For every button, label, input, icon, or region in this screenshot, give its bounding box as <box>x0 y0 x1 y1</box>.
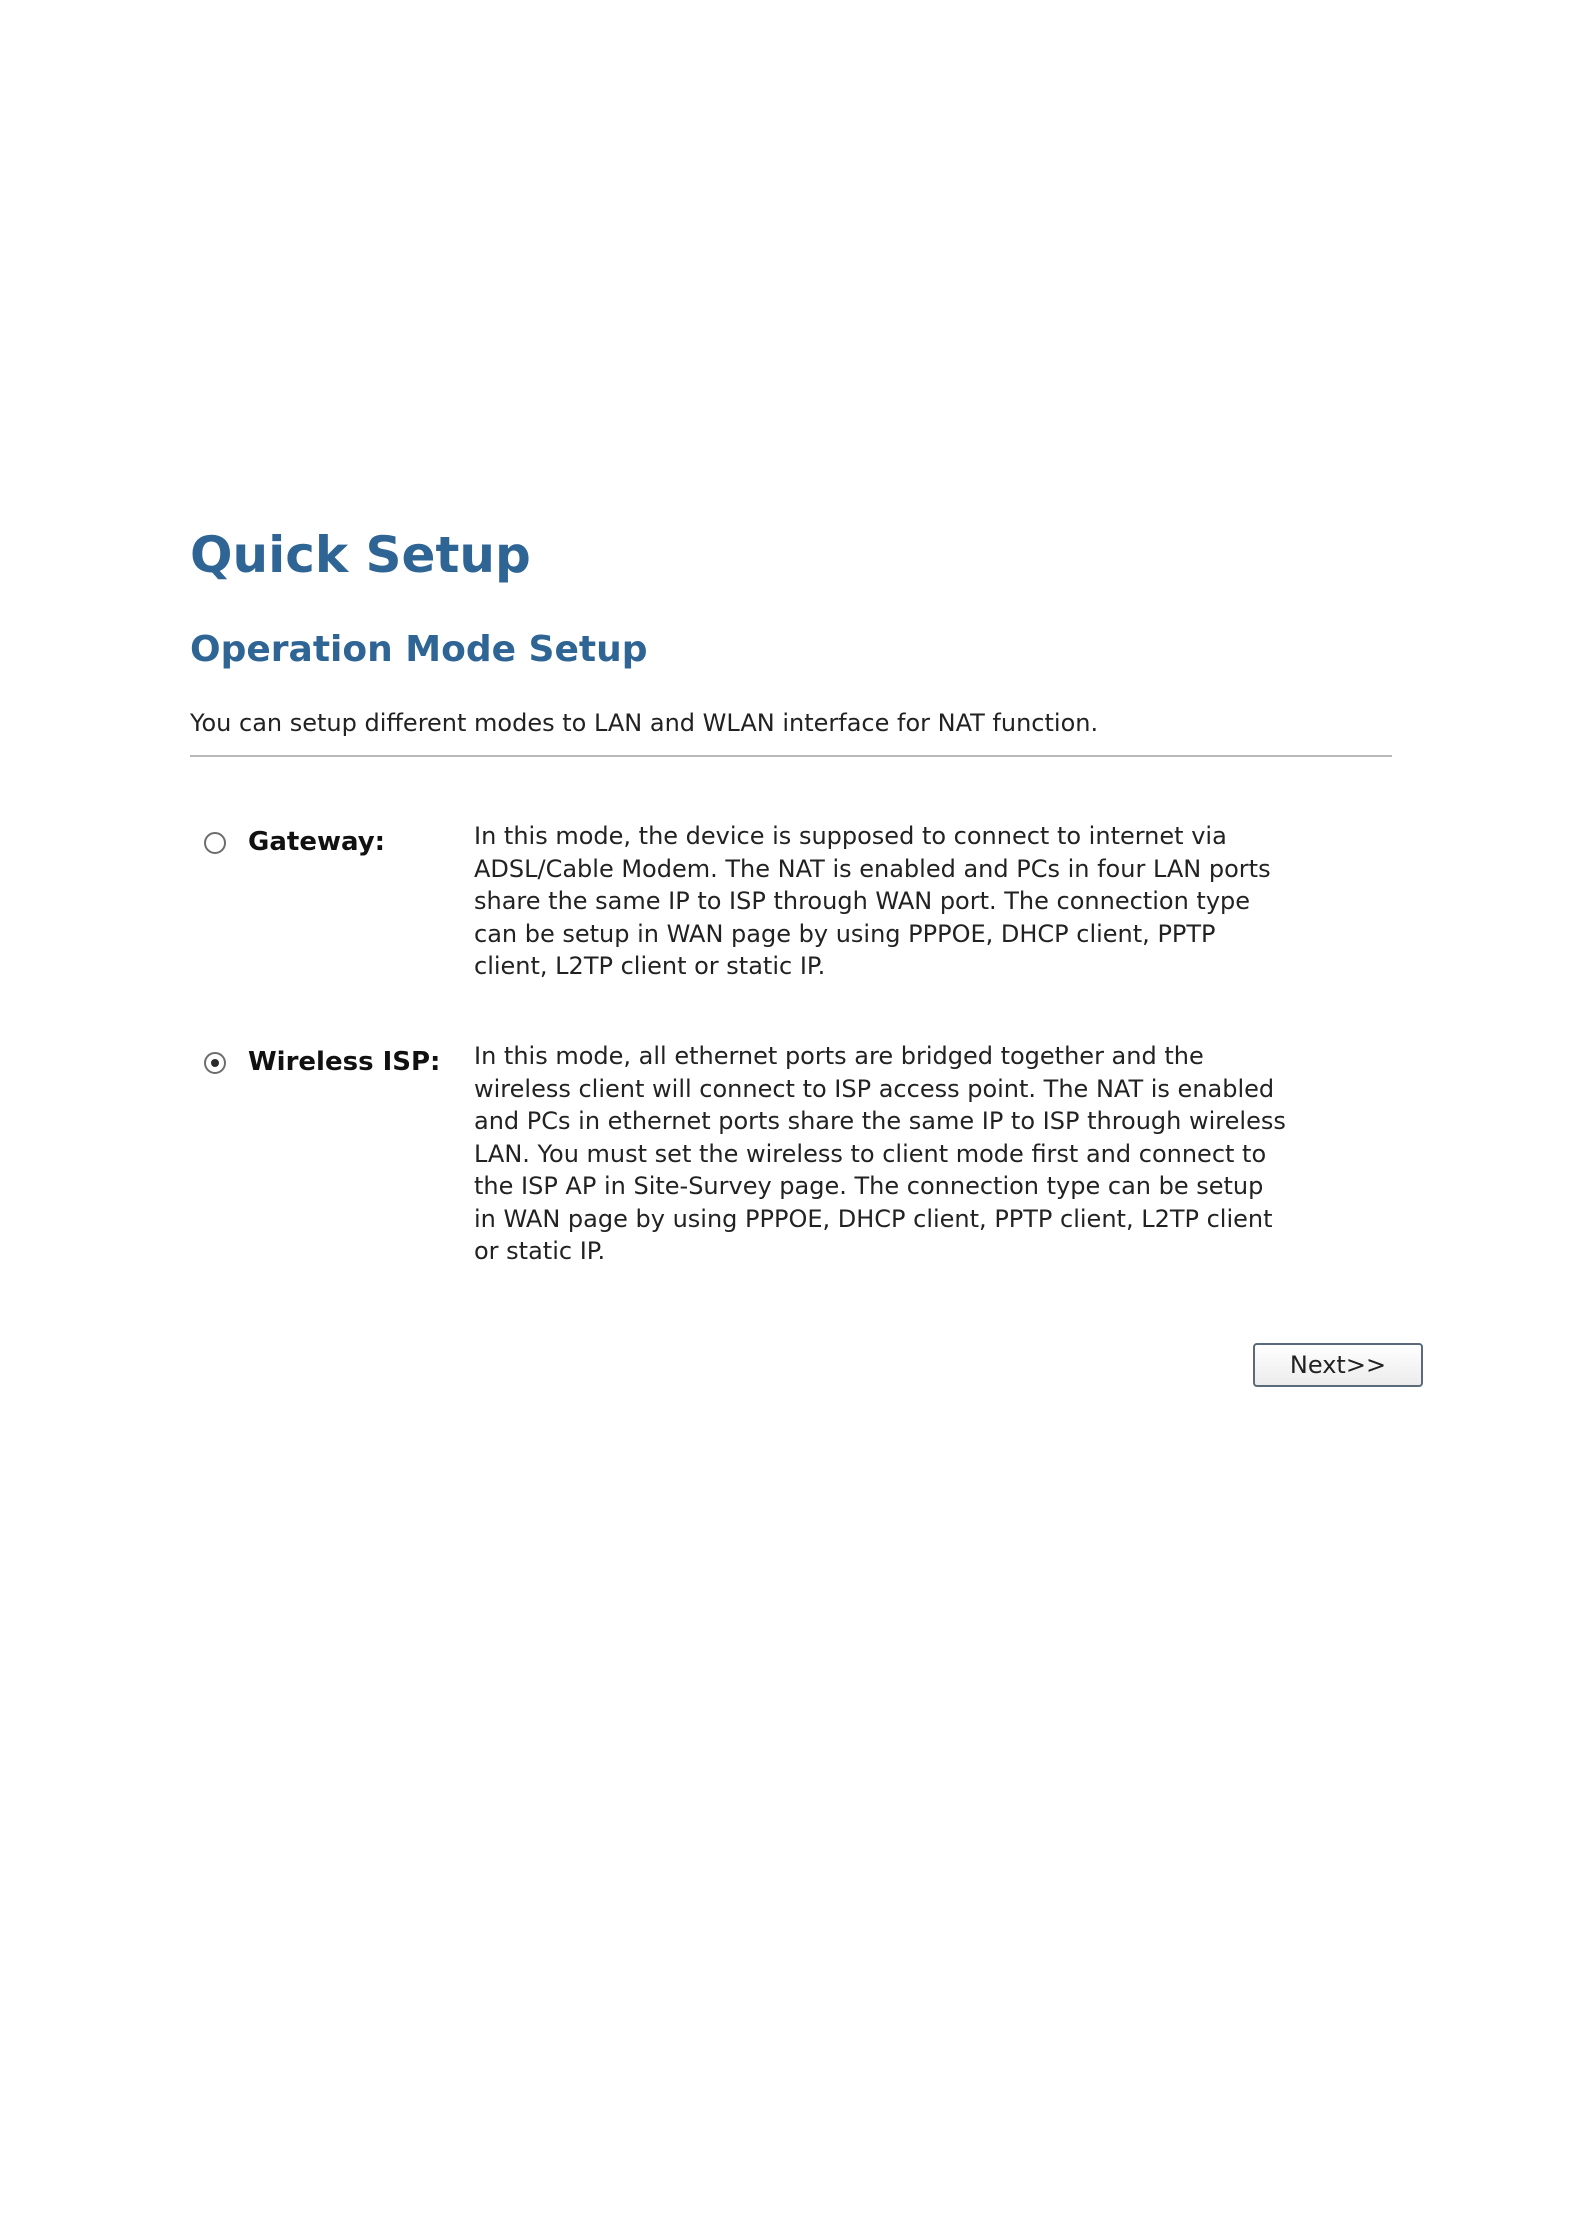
page-title: Quick Setup <box>190 526 531 584</box>
wireless-isp-radio[interactable] <box>204 1052 226 1074</box>
gateway-description-line: ADSL/Cable Modem. The NAT is enabled and PCs in four LAN ports <box>474 854 1271 883</box>
gateway-label[interactable]: Gateway: <box>248 827 386 857</box>
gateway-description-line: client, L2TP client or static IP. <box>474 952 826 980</box>
gateway-description <box>474 820 1404 983</box>
wireless-isp-description-line: wireless client will connect to ISP access point. The NAT is enabled <box>474 1074 1275 1103</box>
gateway-description-line: can be setup in WAN page by using PPPOE, DHCP client, PPTP <box>474 919 1216 948</box>
radio-selected-dot <box>211 1059 219 1067</box>
gateway-description-line: In this mode, the device is supposed to connect to internet via <box>474 822 1227 850</box>
wireless-isp-description-line: in WAN page by using PPPOE, DHCP client, PPTP client, L2TP client <box>474 1204 1273 1233</box>
next-button[interactable]: Next>> <box>1253 1343 1423 1387</box>
wireless-isp-description-line: In this mode, all ethernet ports are bridged together and the <box>474 1042 1204 1070</box>
wireless-isp-description <box>474 1040 1404 1268</box>
wireless-isp-description-line: LAN. You must set the wireless to client mode first and connect to <box>474 1139 1267 1168</box>
wireless-isp-description-line: and PCs in ethernet ports share the same IP to ISP through wireless <box>474 1107 1286 1135</box>
section-title: Operation Mode Setup <box>190 629 648 670</box>
intro-text: You can setup different modes to LAN and WLAN interface for NAT function. <box>190 709 1099 737</box>
wireless-isp-label[interactable]: Wireless ISP: <box>248 1047 441 1077</box>
divider <box>190 755 1392 757</box>
wireless-isp-description-line: the ISP AP in Site-Survey page. The connection type can be setup <box>474 1172 1264 1200</box>
gateway-description-line: share the same IP to ISP through WAN port. The connection type <box>474 887 1251 915</box>
gateway-radio[interactable] <box>204 832 226 854</box>
wireless-isp-description-line: or static IP. <box>474 1237 606 1265</box>
